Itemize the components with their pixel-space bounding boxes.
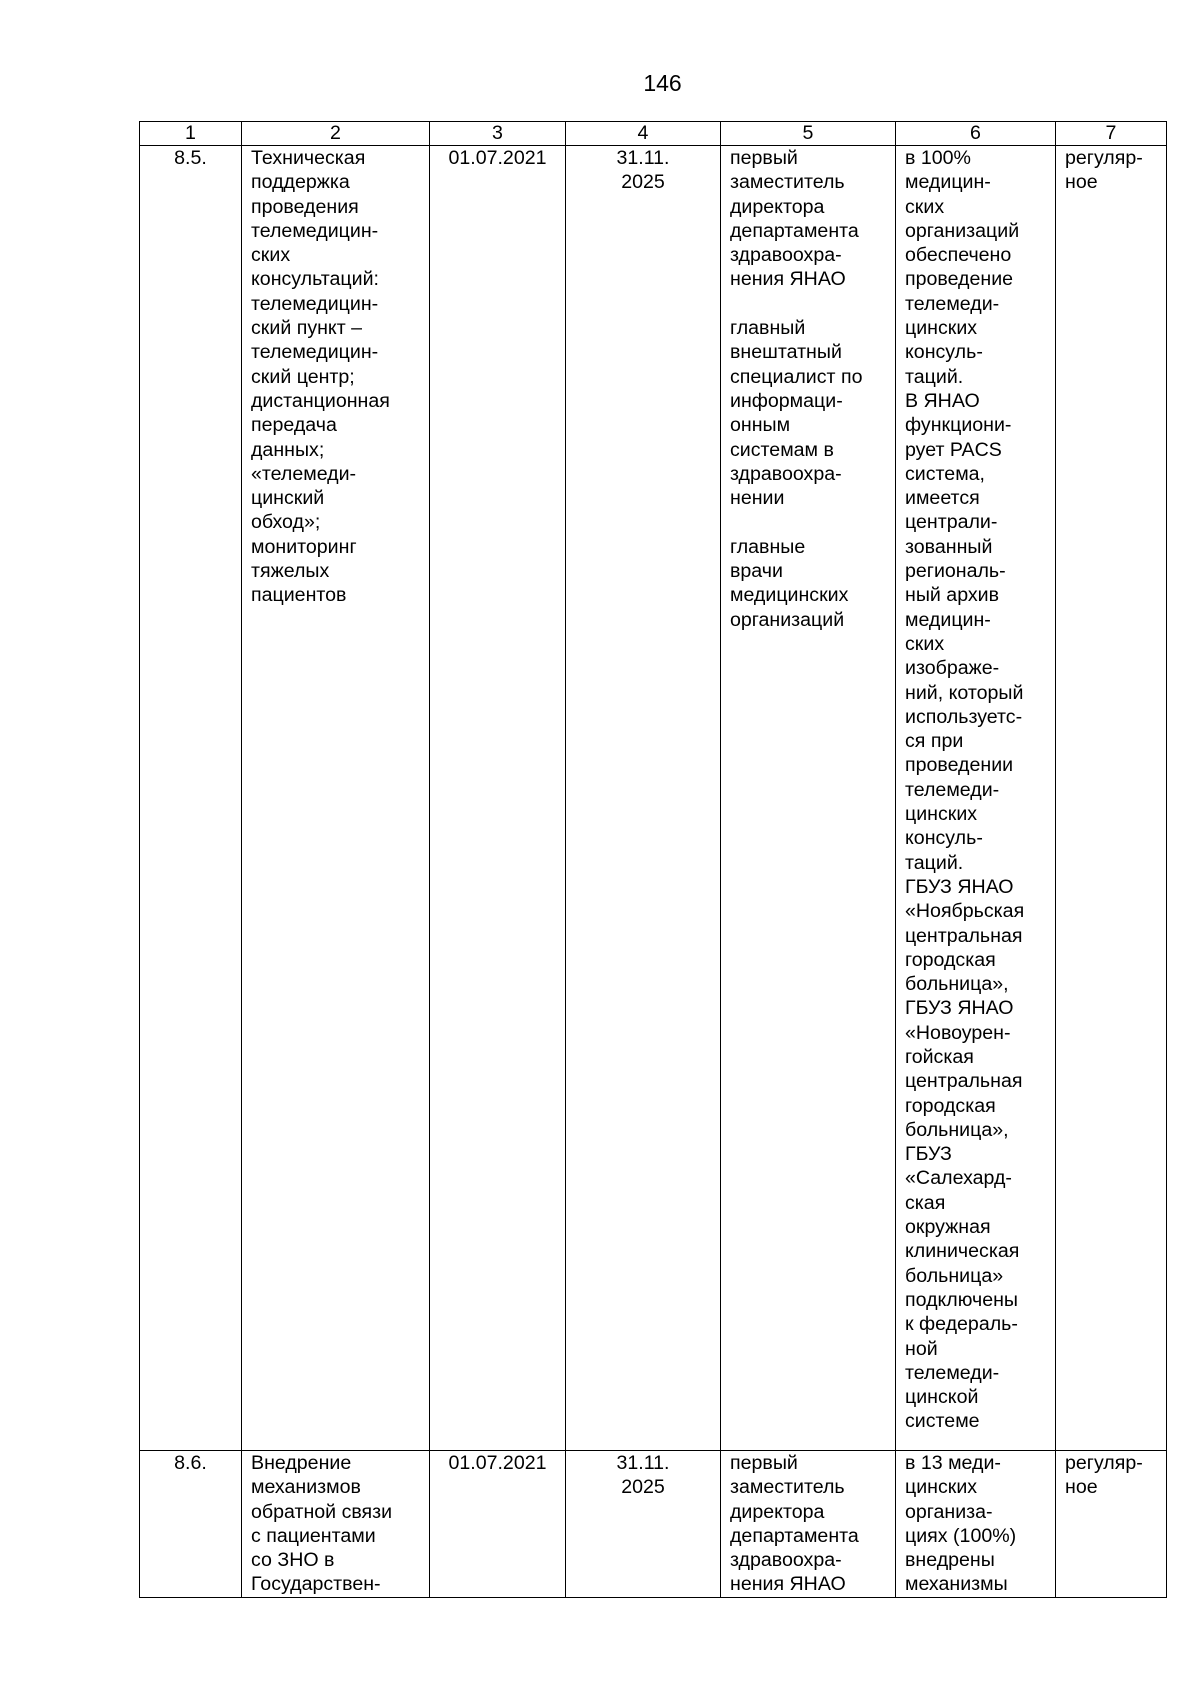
plan-table [139, 121, 1167, 1598]
cell-text-line: ГБУЗ ЯНАО [905, 875, 1014, 898]
header-cell: 1 [140, 122, 242, 146]
cell-text-line: директора [730, 195, 825, 218]
cell-text-line: нении [730, 487, 785, 510]
cell-text-line: Государствен- [251, 1573, 381, 1596]
cell-text-line: проведения [251, 195, 359, 218]
cell-text-line: механизмов [251, 1476, 361, 1499]
cell-text-line: онным [730, 414, 791, 437]
cell-text-line: «Ноябрьская [905, 900, 1025, 923]
cell-text-line: гойская [905, 1045, 974, 1068]
cell-text-line: механизмы [905, 1573, 1008, 1596]
table-row [140, 146, 1167, 1451]
cell-text-line: городская [905, 948, 996, 971]
cell-text-line: «Салехард- [905, 1167, 1012, 1190]
cell-text-line: 31.11. [616, 147, 670, 169]
cell-text-line: здравоохра- [730, 1549, 842, 1572]
cell-text-line: ских [905, 195, 945, 218]
cell-text-line: телемедицин- [251, 292, 379, 315]
cell-text-line: циях (100%) [905, 1524, 1017, 1547]
result-cell [896, 1451, 1056, 1598]
cell-text-line: имеется [905, 487, 980, 510]
cell-text-line: обратной связи [251, 1500, 393, 1523]
cell-text-line: 01.07.2021 [448, 147, 547, 169]
cell-text-line: система, [905, 462, 986, 485]
cell-text-line: централи- [905, 511, 998, 534]
cell-text-line: передача [251, 414, 337, 437]
cell-text-line: пациентов [251, 584, 347, 607]
cell-text-line: 31.11. [616, 1452, 670, 1474]
cell-text-line: директора [730, 1500, 825, 1523]
end-date-cell [566, 146, 721, 1451]
cell-text-line: окружная [905, 1216, 991, 1239]
cell-text-line: региональ- [905, 560, 1006, 583]
cell-text-line: таций. [905, 851, 964, 874]
cell-text-line: со ЗНО в [251, 1549, 335, 1572]
cell-text-line: Техническая [251, 147, 366, 169]
cell-text-line: здравоохра- [730, 244, 842, 267]
result-cell [896, 146, 1056, 1451]
type-cell [1056, 146, 1167, 1451]
cell-text-line: цинской [905, 1386, 979, 1409]
cell-text-line: ное [1065, 1476, 1098, 1499]
cell-text-line: 2025 [621, 171, 665, 194]
cell-text-line: Внедрение [251, 1452, 352, 1474]
cell-text-line: тяжелых [251, 560, 330, 583]
cell-text-line: в 100% [905, 147, 971, 169]
cell-text-line: консультаций: [251, 268, 379, 291]
end-date-cell [566, 1451, 721, 1598]
cell-text-line: внештатный [730, 341, 842, 364]
cell-text-line: изображе- [905, 657, 1000, 680]
cell-text-line: цинских [905, 317, 978, 340]
event-cell [242, 1451, 430, 1598]
cell-text-line: главный [730, 317, 806, 340]
cell-text-line: телемедицин- [251, 341, 379, 364]
cell-text-line: центральная [905, 1070, 1023, 1093]
cell-text-line: 01.07.2021 [448, 1452, 547, 1474]
cell-text-line: департамента [730, 1524, 859, 1547]
cell-text-line: информаци- [730, 389, 843, 412]
cell-text-line: здравоохра- [730, 462, 842, 485]
header-cell: 4 [566, 122, 721, 146]
cell-text-line: нения ЯНАО [730, 1573, 846, 1596]
cell-text-line: больница», [905, 973, 1009, 996]
cell-text-line: медицин- [905, 171, 991, 194]
cell-text-line: организаций [905, 219, 1020, 242]
cell-text-line: «телемеди- [251, 462, 357, 485]
cell-text-line: медицинских [730, 584, 849, 607]
row-number: 8.6. [140, 1451, 242, 1598]
type-cell [1056, 1451, 1167, 1598]
table-header-row [140, 122, 1167, 146]
cell-text-line: в 13 меди- [905, 1452, 1001, 1474]
start-date-cell [430, 1451, 566, 1598]
cell-text-line: поддержка [251, 171, 350, 194]
cell-text-line: обеспечено [905, 244, 1012, 267]
header-cell: 7 [1056, 122, 1167, 146]
cell-text-line: организаций [730, 608, 845, 631]
event-cell [242, 146, 430, 1451]
cell-text-line: ний, который [905, 681, 1024, 704]
cell-text-line: первый [730, 147, 798, 169]
row-number: 8.5. [140, 146, 242, 1451]
cell-text-line: телемеди- [905, 292, 1000, 315]
cell-text-line: системам в [730, 438, 834, 461]
header-cell: 2 [242, 122, 430, 146]
cell-text-line: рует PACS [905, 438, 1002, 461]
cell-text-line: ский центр; [251, 365, 355, 388]
cell-text-line: телемеди- [905, 778, 1000, 801]
cell-text-line: городская [905, 1094, 996, 1117]
cell-text-line: цинских [905, 803, 978, 826]
cell-text-line: медицин- [905, 608, 991, 631]
cell-text-line: используетс- [905, 705, 1023, 728]
cell-text-line: ГБУЗ [905, 1143, 952, 1166]
cell-text-line: консуль- [905, 827, 983, 850]
paragraph-gap [730, 510, 886, 534]
cell-text-line: заместитель [730, 171, 845, 194]
cell-text-line: ская [905, 1191, 946, 1214]
cell-text-line: нения ЯНАО [730, 268, 846, 291]
cell-text-line: центральная [905, 924, 1023, 947]
cell-text-line: телемеди- [905, 1361, 1000, 1384]
cell-text-line: цинских [905, 1476, 978, 1499]
cell-text-line: регуляр- [1065, 147, 1143, 169]
cell-text-line: системе [905, 1410, 980, 1433]
cell-text-line: 2025 [621, 1476, 665, 1499]
cell-text-line: первый [730, 1452, 798, 1474]
cell-text-line: заместитель [730, 1476, 845, 1499]
cell-text-line: данных; [251, 438, 325, 461]
cell-text-line: телемедицин- [251, 219, 379, 242]
cell-text-line: В ЯНАО [905, 389, 980, 412]
cell-text-line: больница», [905, 1118, 1009, 1141]
cell-text-line: главные [730, 535, 806, 558]
cell-text-line: мониторинг [251, 535, 357, 558]
cell-text-line: ся при [905, 730, 964, 753]
header-cell: 5 [721, 122, 896, 146]
cell-text-line: с пациентами [251, 1524, 376, 1547]
cell-text-line: таций. [905, 365, 964, 388]
page-number: 146 [643, 70, 682, 96]
cell-text-line: специалист по [730, 365, 863, 388]
cell-text-line: департамента [730, 219, 859, 242]
responsible-cell [721, 146, 896, 1451]
cell-text-line: проведении [905, 754, 1014, 777]
cell-text-line: подключены [905, 1288, 1019, 1311]
cell-text-line: «Новоурен- [905, 1021, 1011, 1044]
cell-text-line: ный архив [905, 584, 1000, 607]
start-date-cell [430, 146, 566, 1451]
cell-text-line: внедрены [905, 1549, 995, 1572]
cell-text-line: проведение [905, 268, 1014, 291]
cell-text-line: ной [905, 1337, 938, 1360]
cell-text-line: цинский [251, 487, 325, 510]
cell-text-line: ских [905, 632, 945, 655]
cell-text-line: клиническая [905, 1240, 1020, 1263]
cell-text-line: ских [251, 244, 291, 267]
cell-text-line: обход»; [251, 511, 321, 534]
cell-text-line: ное [1065, 171, 1098, 194]
cell-text-line: зованный [905, 535, 993, 558]
cell-text-line: ский пункт – [251, 317, 363, 340]
header-cell: 3 [430, 122, 566, 146]
cell-text-line: больница» [905, 1264, 1004, 1287]
cell-text-line: организа- [905, 1500, 993, 1523]
cell-text-line: к федераль- [905, 1313, 1018, 1336]
cell-text-line: дистанционная [251, 389, 390, 412]
cell-text-line: функциони- [905, 414, 1012, 437]
paragraph-gap [730, 292, 886, 316]
cell-text-line: ГБУЗ ЯНАО [905, 997, 1014, 1020]
cell-text-line: консуль- [905, 341, 983, 364]
cell-text-line: врачи [730, 560, 783, 583]
header-cell: 6 [896, 122, 1056, 146]
responsible-cell [721, 1451, 896, 1598]
table-row [140, 1451, 1167, 1598]
cell-text-line: регуляр- [1065, 1452, 1143, 1474]
